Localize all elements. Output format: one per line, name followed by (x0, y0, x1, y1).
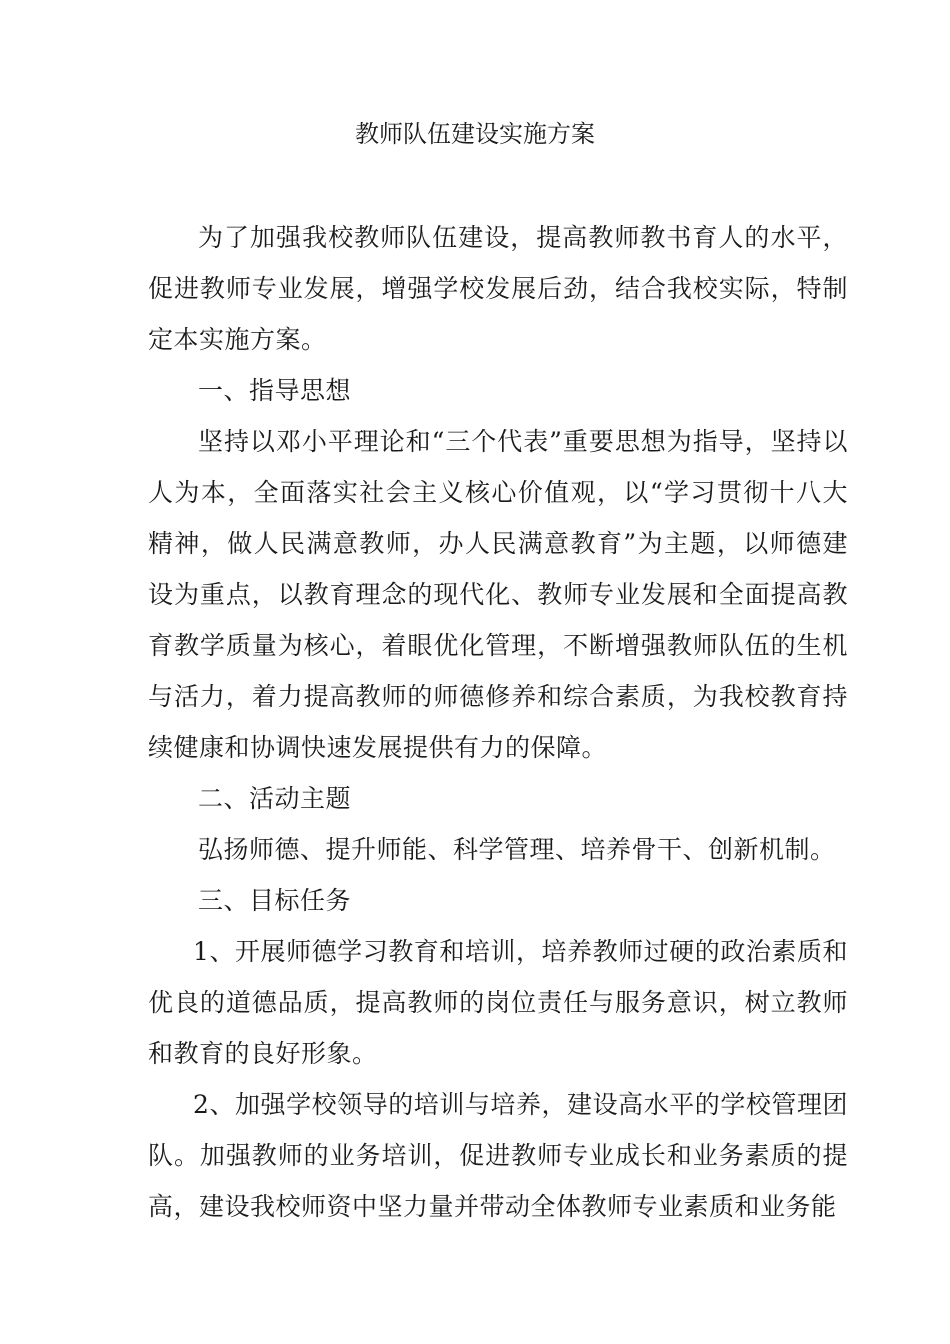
section2-heading: 二、活动主题 (198, 784, 352, 813)
document-title: 教师队伍建设实施方案 (355, 120, 595, 148)
section1-paragraph: 坚持以邓小平理论和“三个代表”重要思想为指导，坚持以人为本，全面落实社会主义核心价值观，以“学习贯彻十八大精神，做人民满意教师，办人民满意教育”为主题，以师德建设为重点，以教育理念的现代化、教师专业发展和全面提高教育教学质量为核心，着眼优化管理，不断增强教师队伍的生机与活力，着力提高教师的师德修养和综合素质，为我校教育持续健康和协调快速发展提供有力的保障。 (148, 427, 848, 762)
document-body (148, 212, 848, 1232)
intro-paragraph: 为了加强我校教师队伍建设，提高教师教书育人的水平，促进教师专业发展，增强学校发展后劲，结合我校实际，特制定本实施方案。 (148, 223, 848, 354)
item2-paragraph: 2、加强学校领导的培训与培养，建设高水平的学校管理团队。加强教师的业务培训，促进教师专业成长和业务素质的提高，建设我校师资中坚力量并带动全体教师专业素质和业务能 (148, 1090, 848, 1221)
item1-paragraph: 1、开展师德学习教育和培训，培养教师过硬的政治素质和优良的道德品质，提高教师的岗位责任与服务意识，树立教师和教育的良好形象。 (148, 937, 848, 1068)
section1-heading: 一、指导思想 (198, 376, 352, 405)
section3-heading: 三、目标任务 (198, 886, 352, 915)
section2-paragraph: 弘扬师德、提升师能、科学管理、培养骨干、创新机制。 (198, 835, 836, 864)
